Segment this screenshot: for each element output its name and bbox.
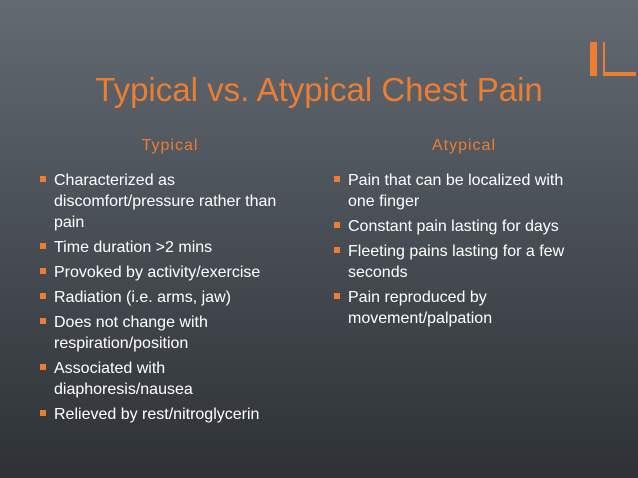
- typical-item: Relieved by rest/nitroglycerin: [38, 404, 306, 425]
- atypical-heading: Atypical: [431, 137, 497, 154]
- atypical-item: Fleeting pains lasting for a few seconds: [332, 241, 594, 283]
- typical-item: Time duration >2 mins: [38, 237, 306, 258]
- typical-heading: Typical: [141, 137, 199, 154]
- atypical-list: [332, 170, 594, 333]
- typical-list: [38, 170, 306, 429]
- atypical-item: Pain reproduced by movement/palpation: [332, 287, 594, 329]
- typical-item: Radiation (i.e. arms, jaw): [38, 287, 306, 308]
- typical-item: Characterized as discomfort/pressure rather than pain: [38, 170, 306, 233]
- slide-title: Typical vs. Atypical Chest Pain: [95, 71, 543, 108]
- typical-item: Provoked by activity/exercise: [38, 262, 306, 283]
- typical-item: Associated with diaphoresis/nausea: [38, 358, 306, 400]
- atypical-item: Constant pain lasting for days: [332, 216, 594, 237]
- typical-item: Does not change with respiration/position: [38, 312, 306, 354]
- atypical-item: Pain that can be localized with one finger: [332, 170, 594, 212]
